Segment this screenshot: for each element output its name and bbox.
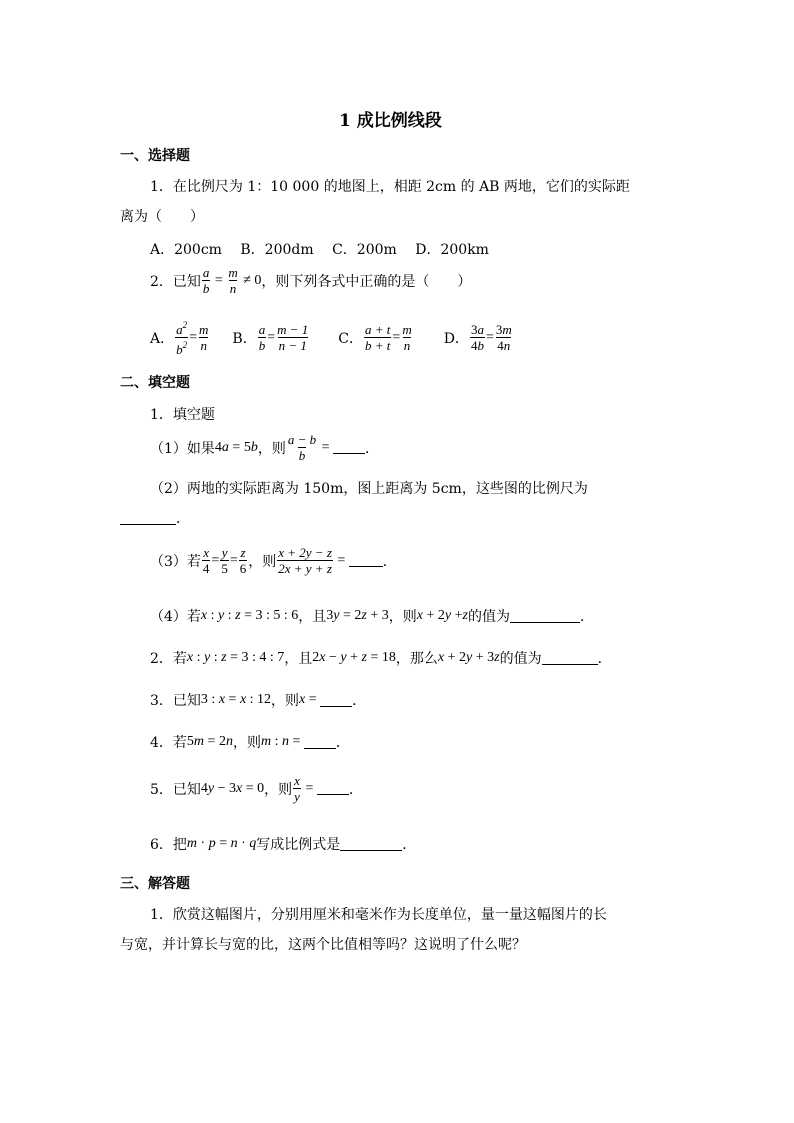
fill-q1-4-end: ． <box>579 609 594 625</box>
fill-q2-value: 的值为 <box>499 651 542 667</box>
section-heading-answer: 三、解答题 <box>120 876 190 892</box>
answer-q1-line1: 1．欣赏这幅图片，分别用厘米和毫米作为长度单位，量一量这幅图片的长 <box>150 907 607 923</box>
fill-q1-3-end: ． <box>382 553 397 570</box>
fill-q1-4: （4）若 x : y : z = 3 : 5 : 6 ，且 3y = 2z + 3 ，则 x + 2y + z 的值为 ． <box>150 608 594 625</box>
fill-q3-prefix: 3．已知 <box>150 693 201 709</box>
fill-q1-1-then: ，则 <box>257 440 286 457</box>
answer-q1-line2: 与宽，并计算长与宽的比，这两个比值相等吗？这说明了什么呢？ <box>120 937 526 953</box>
fill-q1-3-prefix: （3）若 <box>150 553 201 570</box>
fill-q2-prefix: 2．若 <box>150 651 187 667</box>
fraction: $\frac{x}{y}$ <box>294 773 300 804</box>
fill-q3: 3．已知 3 : x = x : 12 ，则 x = ． <box>150 692 367 709</box>
fill-q1-1-end: ． <box>365 440 380 457</box>
fill-q1-1: （1）如果 4a = 5b ，则 $\frac{a - b}{b}$ = ． <box>150 432 380 463</box>
answer-blank[interactable] <box>304 736 336 749</box>
answer-blank[interactable] <box>510 610 580 623</box>
choice-q1-line1: 1．在比例尺为 1：10 000 的地图上，相距 2cm 的 AB 两地，它们的实际距 <box>150 179 630 195</box>
answer-blank[interactable] <box>317 782 349 795</box>
option-d-label: D． <box>443 330 469 347</box>
fill-q1-4-prefix: （4）若 <box>150 609 201 625</box>
fill-q2-and: ，且 <box>284 651 313 667</box>
fraction: $\frac{y}{5}$ <box>221 545 228 576</box>
page-title: 1 成比例线段 <box>339 111 442 131</box>
choice-q2-prefix: 2．已知 <box>150 273 201 290</box>
choice-q2-suffix: ，则下列各式中正确的是（ ） <box>261 273 472 290</box>
fill-q1-2-line2 <box>120 508 190 528</box>
answer-blank[interactable] <box>320 694 352 707</box>
fraction: $\frac{3m}{4n}$ <box>495 322 512 353</box>
fill-q1-4-and: ，且 <box>298 609 327 625</box>
fraction: $\frac{z}{6}$ <box>239 545 247 576</box>
fill-q4-prefix: 4．若 <box>150 735 187 751</box>
option-a-label: A． <box>150 330 175 347</box>
answer-blank[interactable] <box>349 554 383 567</box>
choice-q1-line2: 离为（ ） <box>120 209 204 225</box>
choice-q2-options: A． $\frac{a^2}{b^2}$ = $\frac{m}{n}$ B． $\frac{a}{b}$ = $\frac{m - 1}{n - 1}$ C． $\frac{a + t}{b + t}$ = $\frac{m}{n}$ D． $\frac{3a}{4b}$ = $\frac{3m}{4n}$ <box>150 320 512 357</box>
fill-q6-end: ． <box>402 837 417 853</box>
fill-q1-2-line1: （2）两地的实际距离为 150m，图上距离为 5cm，这些图的比例尺为 <box>150 481 588 497</box>
fill-q1-3: （3）若 $\frac{x}{4}$ = $\frac{y}{5}$ = $\frac{z}{6}$ ，则 $\frac{x + 2y - z}{2x + y + z}$ = ． <box>150 545 397 576</box>
fill-q5-prefix: 5．已知 <box>150 781 201 798</box>
fraction: $\frac{a}{b}$ <box>258 322 266 353</box>
fill-q4: 4．若 5m = 2n ，则 m : n = ． <box>150 734 350 751</box>
fill-q5: 5．已知 4y − 3x = 0 ，则 $\frac{x}{y}$ = ． <box>150 773 363 804</box>
fraction: $\frac{m - 1}{n - 1}$ <box>277 322 309 353</box>
fraction: $\frac{m}{n}$ <box>228 265 238 296</box>
fraction: $\frac{3a}{4b}$ <box>470 322 484 353</box>
fill-q1-title: 1．填空题 <box>150 407 215 423</box>
fraction: $\frac{x}{4}$ <box>202 545 210 576</box>
choice-q1-options: A．200cm B．200dm C．200m D．200km <box>150 242 489 258</box>
fraction: $\frac{a}{b}$ <box>202 265 210 296</box>
fill-q2: 2．若 x : y : z = 3 : 4 : 7 ，且 2x − y + z = 18 ，那么 x + 2y + 3z 的值为 ． <box>150 650 612 667</box>
fill-q2-then: ，那么 <box>395 651 438 667</box>
fill-q1-4-value: 的值为 <box>467 609 510 625</box>
fraction: $\frac{m}{n}$ <box>402 322 412 353</box>
section-heading-choice: 一、选择题 <box>120 148 190 164</box>
fill-q6-prefix: 6．把 <box>150 837 187 853</box>
option-b-label: B． <box>232 330 257 347</box>
fill-q3-then: ，则 <box>271 693 300 709</box>
choice-q2: 2．已知 $\frac{a}{b}$ = $\frac{m}{n}$ ≠ 0 ，则下列各式中正确的是（ ） <box>150 265 472 296</box>
answer-blank[interactable] <box>340 838 402 851</box>
fill-q1-1-prefix: （1）如果 <box>150 440 215 457</box>
answer-blank[interactable] <box>120 512 176 525</box>
fraction: $\frac{a^2}{b^2}$ <box>176 320 188 357</box>
fill-q4-then: ，则 <box>232 735 261 751</box>
answer-blank[interactable] <box>542 652 598 665</box>
option-c-label: C． <box>338 330 364 347</box>
fraction: $\frac{x + 2y - z}{2x + y + z}$ <box>278 545 332 576</box>
section-heading-fill: 二、填空题 <box>120 375 190 391</box>
fill-q1-4-then: ，则 <box>388 609 417 625</box>
fill-q1-2-end: ． <box>176 511 190 527</box>
fill-q3-end: ． <box>352 693 367 709</box>
fill-q6: 6．把 m · p = n · q 写成比例式是 ． <box>150 836 417 853</box>
fraction: $\frac{a + t}{b + t}$ <box>365 322 391 353</box>
answer-blank[interactable] <box>333 441 365 454</box>
fill-q5-then: ，则 <box>264 781 293 798</box>
fill-q1-3-then: ，则 <box>248 553 277 570</box>
fraction: $\frac{a - b}{b}$ <box>287 432 317 463</box>
fill-q4-end: ． <box>335 735 350 751</box>
fill-q5-end: ． <box>348 781 363 798</box>
fill-q6-mid: 写成比例式是 <box>256 837 341 853</box>
fraction: $\frac{m}{n}$ <box>199 322 209 353</box>
fill-q2-end: ． <box>597 651 612 667</box>
